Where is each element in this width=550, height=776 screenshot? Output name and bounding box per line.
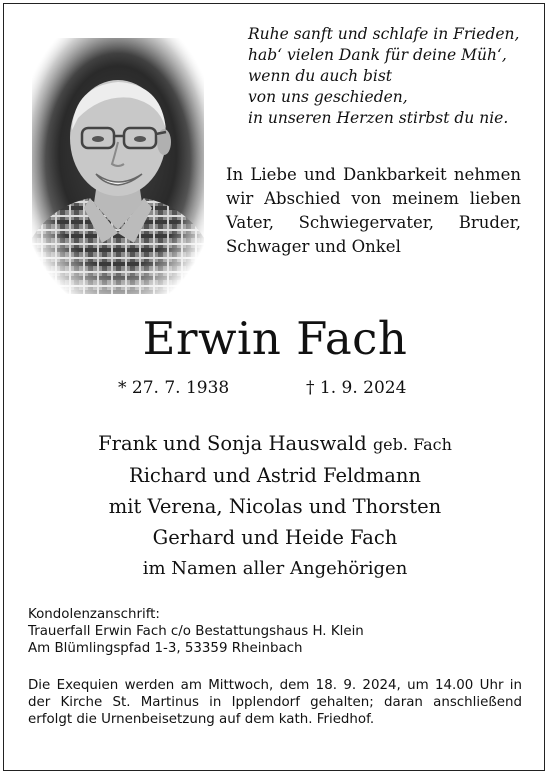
poem-line: wenn du auch bist bbox=[248, 67, 393, 85]
intro-line: Schwager und Onkel bbox=[226, 237, 401, 256]
family-line: Richard und Astrid Feldmann bbox=[129, 464, 421, 487]
family-line: Gerhard und Heide Fach bbox=[152, 526, 398, 549]
poem-line: Ruhe sanft und schlafe in Frieden, bbox=[248, 25, 520, 43]
address-line: Kondolenzanschrift: bbox=[28, 607, 160, 622]
intro-line: Vater, Schwiegervater, Bruder, bbox=[226, 213, 521, 232]
address-line: Am Blümlingspfad 1-3, 53359 Rheinbach bbox=[28, 641, 303, 656]
family-line: mit Verena, Nicolas und Thorsten bbox=[108, 495, 442, 518]
portrait-photo bbox=[32, 38, 204, 294]
family-line: im Namen aller Angehörigen bbox=[142, 558, 408, 579]
death-date: † 1. 9. 2024 bbox=[306, 378, 407, 398]
poem-verse bbox=[248, 24, 538, 129]
intro-line: In Liebe und Dankbarkeit nehmen bbox=[226, 165, 521, 184]
condolence-address bbox=[28, 606, 522, 657]
poem-line: in unseren Herzen stirbst du nie. bbox=[248, 109, 509, 127]
intro-line: wir Abschied von meinem lieben bbox=[226, 189, 521, 208]
funeral-details: Die Exequien werden am Mittwoch, dem 18. 9. 2024, um 14.00 Uhr in der Kirche St. Martinus in Ipplendorf gehalten; daran anschließend erfolgt die Urnenbeisetzung auf dem kath. Friedhof. bbox=[28, 678, 522, 727]
deceased-name: Erwin Fach bbox=[142, 312, 408, 365]
intro-text bbox=[226, 163, 521, 259]
address-line: Trauerfall Erwin Fach c/o Bestattungshaus H. Klein bbox=[28, 624, 364, 639]
family-names: Frank und Sonja Hauswald bbox=[98, 432, 367, 455]
poem-line: von uns geschieden, bbox=[248, 88, 408, 106]
maiden-name: geb. Fach bbox=[372, 435, 452, 454]
family-line bbox=[0, 428, 550, 460]
birth-date: * 27. 7. 1938 bbox=[118, 378, 230, 398]
poem-line: hab‘ vielen Dank für deine Müh‘, bbox=[248, 46, 507, 64]
family-list bbox=[0, 428, 550, 584]
